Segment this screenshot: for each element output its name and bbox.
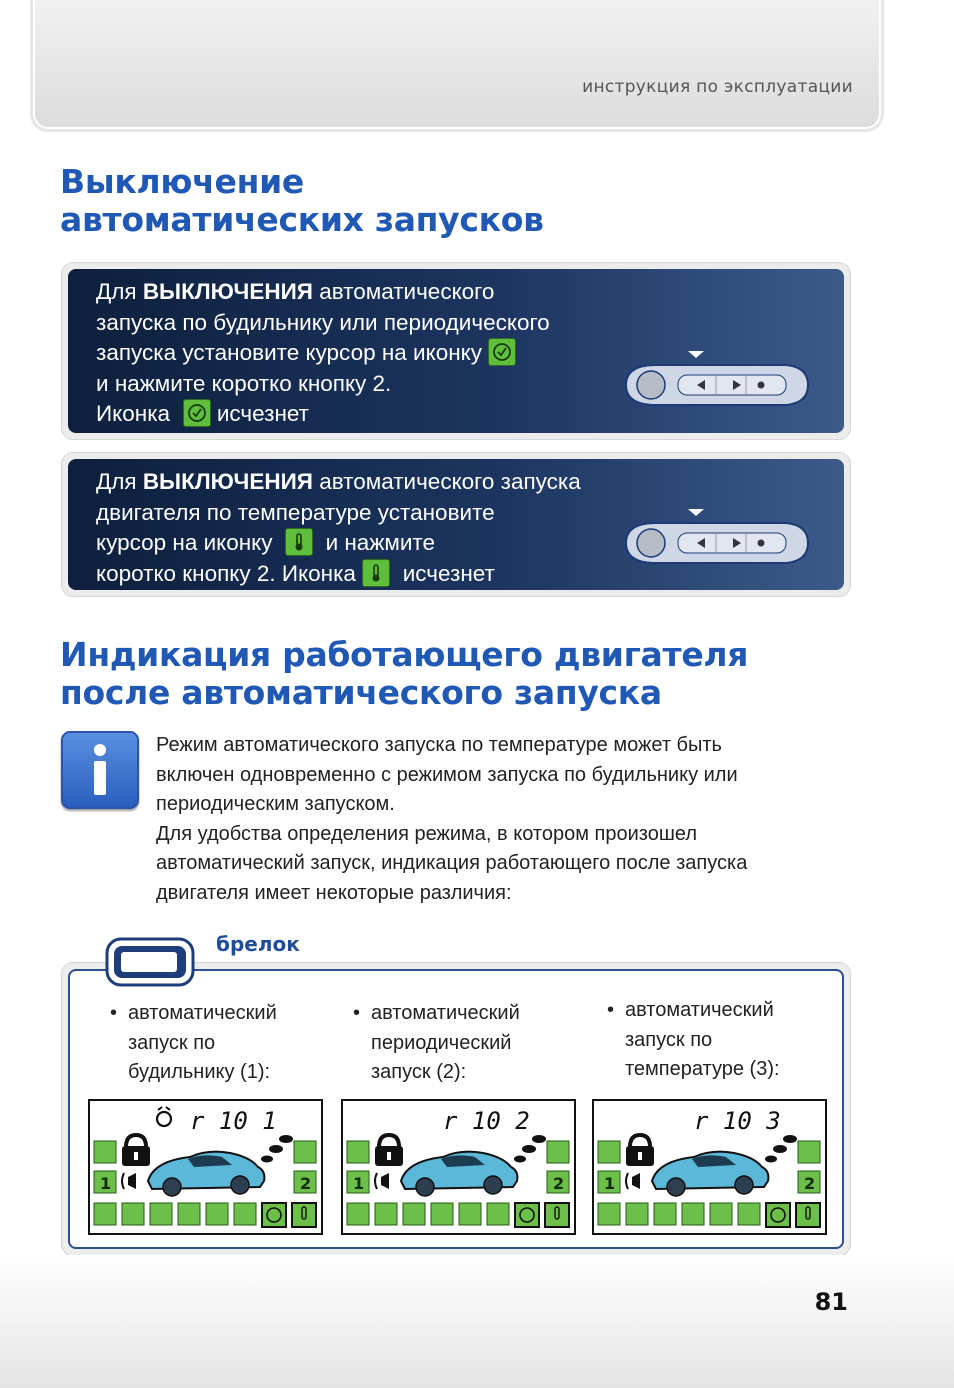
lcd-code: r 10 2 (443, 1107, 530, 1135)
svg-text:1: 1 (604, 1174, 616, 1193)
alarm-bell-icon (157, 1107, 171, 1126)
lcd-code: r 10 3 (694, 1107, 781, 1135)
page-footer-band (0, 1255, 954, 1388)
lock-icon (375, 1135, 403, 1166)
instruction-box-inner (68, 459, 844, 590)
keyfob-buttons-diagram (616, 347, 816, 407)
title-line: Индикация работающего двигателя (60, 635, 749, 674)
car-icon (148, 1152, 264, 1196)
exhaust-smoke-icon (765, 1135, 797, 1163)
svg-text:2: 2 (553, 1174, 565, 1193)
bullet: • (110, 1002, 118, 1024)
turbo-icon (547, 1141, 569, 1163)
info-text: Режим автоматического запуска по температуре может быть включен одновременно с режимом запуска по будильнику или периодическим запуском. Для удобства определения режима, в котором произошел автоматический запуск, индикация работающего после запуска двигателя имеет некоторые различия: (156, 734, 748, 904)
page-number: 81 (814, 1288, 848, 1316)
turbo-icon (798, 1141, 820, 1163)
lock-icon (626, 1135, 654, 1166)
title-line: Выключение (60, 162, 304, 201)
keyfob-label: брелок (216, 932, 300, 956)
section-title-disable (60, 163, 544, 239)
car-icon (401, 1152, 517, 1196)
column-alarm-text: • автоматический запуск по будильнику (1): (128, 999, 277, 1088)
siren-icon (122, 1173, 136, 1189)
fan-icon (598, 1141, 620, 1163)
alarm-clock-icon (183, 399, 211, 427)
title-line: автоматических запусков (60, 200, 544, 239)
status-icon-row (347, 1203, 569, 1227)
lcd-display-periodic (341, 1099, 576, 1235)
exhaust-smoke-icon (261, 1135, 293, 1163)
status-icon-row (94, 1203, 316, 1227)
siren-icon (626, 1173, 640, 1189)
column-temperature-text: • автоматический запуск по температуре (3): (625, 996, 780, 1085)
svg-text:1: 1 (353, 1174, 365, 1193)
keyfob-icon (105, 935, 195, 989)
thermometer-icon (362, 559, 390, 587)
section-title-indication (60, 636, 748, 712)
fan-icon (94, 1141, 116, 1163)
instruction-box-temperature (61, 452, 851, 597)
svg-text:2: 2 (804, 1174, 816, 1193)
lcd-code: r 10 1 (190, 1107, 277, 1135)
exhaust-smoke-icon (514, 1135, 546, 1163)
car-icon (652, 1152, 768, 1196)
lock-icon (122, 1135, 150, 1166)
column-periodic-text: • автоматический периодический запуск (2): (371, 999, 520, 1088)
page-header (30, 0, 884, 132)
turbo-icon (294, 1141, 316, 1163)
fan-icon (347, 1141, 369, 1163)
instruction-text: Для ВЫКЛЮЧЕНИЯ автоматического запуска по будильнику или периодического запуска установите курсор на иконку и нажмите коротко кнопку 2. Иконка исчезнет (96, 279, 550, 426)
instruction-box-alarm (61, 262, 851, 440)
status-icon-row (598, 1203, 820, 1227)
keyfob-buttons-diagram (616, 505, 816, 565)
bullet: • (353, 1002, 361, 1024)
alarm-clock-icon (488, 338, 516, 366)
bullet: • (607, 999, 615, 1021)
svg-text:1: 1 (100, 1174, 112, 1193)
info-icon (61, 731, 139, 809)
lcd-display-alarm (88, 1099, 323, 1235)
instruction-box-inner (68, 269, 844, 433)
thermometer-icon (285, 528, 313, 556)
lcd-display-temperature (592, 1099, 827, 1235)
header-text: инструкция по эксплуатации (582, 77, 853, 97)
svg-text:2: 2 (300, 1174, 312, 1193)
siren-icon (375, 1173, 389, 1189)
instruction-text: Для ВЫКЛЮЧЕНИЯ автоматического запуска двигателя по температуре установите курсор на иконку и нажмите коротко кнопку 2. Иконка исчезнет (96, 469, 581, 586)
title-line: после автоматического запуска (60, 673, 662, 712)
